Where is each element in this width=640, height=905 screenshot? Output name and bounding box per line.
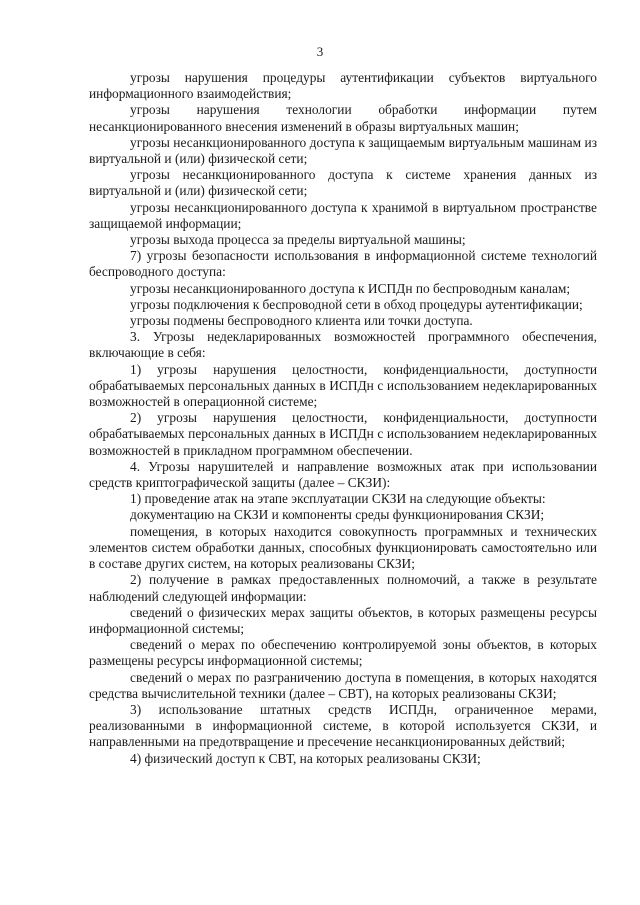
paragraph-8: угрозы несанкционированного доступа к ИСПДн по беспроводным каналам; xyxy=(130,280,571,296)
paragraph-14: 4. Угрозы нарушителей и направление возможных атак при использовании средств криптографической защиты (далее – СКЗИ): xyxy=(89,458,597,491)
paragraph-21: сведений о мерах по разграничению доступа в помещения, в которых находятся средства вычислительной техники (далее – СВТ), на которых реализованы СКЗИ; xyxy=(89,669,597,701)
paragraph-5: угрозы несанкционированного доступа к хранимой в виртуальном пространстве защищаемой информации; xyxy=(89,199,597,231)
paragraph-10: угрозы подмены беспроводного клиента или точки доступа. xyxy=(130,313,473,329)
paragraph-22: 3) использование штатных средств ИСПДн, ограниченное мерами, реализованными в информационной системе, в которой используется СКЗИ, и направленными на предотвращение и пресечение несанкционированных действий; xyxy=(89,701,597,750)
paragraph-6: угрозы выхода процесса за пределы виртуальной машины; xyxy=(130,232,466,248)
paragraph-16: документацию на СКЗИ и компоненты среды функционирования СКЗИ; xyxy=(130,507,545,523)
paragraph-12: 1) угрозы нарушения целостности, конфиденциальности, доступности обрабатываемых персональных данных в ИСПДн с использованием недекларированных возможностей в операционной системе; xyxy=(89,361,597,410)
document-body xyxy=(89,70,597,767)
paragraph-15: 1) проведение атак на этапе эксплуатации СКЗИ на следующие объекты: xyxy=(130,491,546,507)
paragraph-19: сведений о физических мерах защиты объектов, в которых размещены ресурсы информационной системы; xyxy=(89,604,597,636)
paragraph-7: 7) угрозы безопасности использования в информационной системе технологий беспроводного доступа: xyxy=(89,248,597,280)
paragraph-3: угрозы несанкционированного доступа к защищаемым виртуальным машинам из виртуальной и (или) физической сети; xyxy=(89,134,597,167)
page-number: 3 xyxy=(316,44,324,59)
paragraph-13: 2) угрозы нарушения целостности, конфиденциальности, доступности обрабатываемых персональных данных в ИСПДн с использованием недекларированных возможностей в прикладном программном обеспечении. xyxy=(89,410,597,458)
paragraph-18: 2) получение в рамках предоставленных полномочий, а также в результате наблюдений следующей информации: xyxy=(89,572,597,604)
paragraph-11: 3. Угрозы недекларированных возможностей программного обеспечения, включающие в себя: xyxy=(89,329,597,361)
paragraph-20: сведений о мерах по обеспечению контролируемой зоны объектов, в которых размещены ресурсы информационной системы; xyxy=(89,637,597,669)
paragraph-17: помещения, в которых находится совокупность программных и технических элементов систем обработки данных, способных функционировать самостоятельно или в составе других систем, на которых реализованы СКЗИ; xyxy=(89,523,597,572)
paragraph-9: угрозы подключения к беспроводной сети в обход процедуры аутентификации; xyxy=(130,296,583,312)
paragraph-23: 4) физический доступ к СВТ, на которых реализованы СКЗИ; xyxy=(130,750,481,766)
paragraph-2: угрозы нарушения технологии обработки информации путем несанкционированного внесения изменений в образы виртуальных машин; xyxy=(89,102,597,134)
paragraph-1: угрозы нарушения процедуры аутентификации субъектов виртуального информационного взаимодействия; xyxy=(89,70,597,102)
paragraph-4: угрозы несанкционированного доступа к системе хранения данных из виртуальной и (или) физической сети; xyxy=(89,167,597,199)
